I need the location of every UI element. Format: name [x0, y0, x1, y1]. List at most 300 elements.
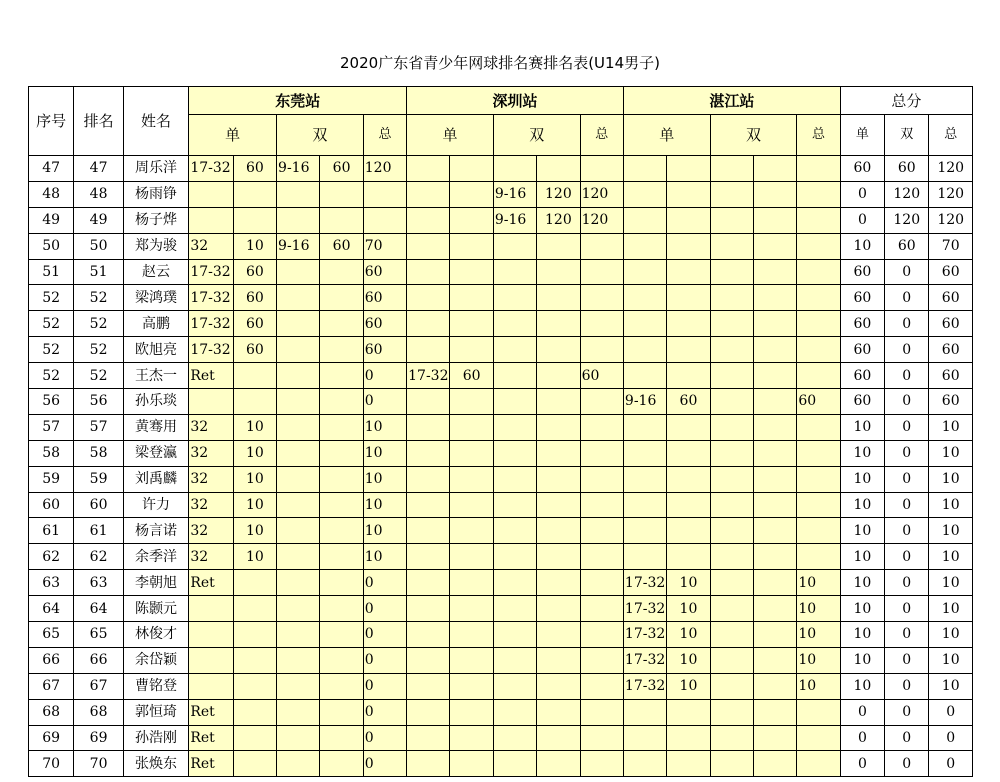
table-row — [29, 673, 973, 699]
cell-rank: 63 — [74, 570, 123, 596]
cell-dongguan-4: 10 — [363, 414, 406, 440]
cell-dongguan-2 — [277, 518, 320, 544]
cell-shenzhen-1 — [450, 596, 493, 622]
cell-seq: 59 — [29, 466, 74, 492]
cell-shenzhen-1 — [450, 414, 493, 440]
table-row — [29, 181, 973, 207]
header-dg-sum: 总 — [363, 115, 406, 156]
cell-zhanjiang-2 — [710, 699, 753, 725]
cell-rank: 66 — [74, 647, 123, 673]
cell-dongguan-1 — [233, 207, 276, 233]
cell-dongguan-1: 10 — [233, 440, 276, 466]
cell-dongguan-3 — [320, 647, 363, 673]
cell-dongguan-1: 10 — [233, 414, 276, 440]
cell-name: 赵云 — [123, 259, 189, 285]
cell-zhanjiang-0 — [623, 337, 666, 363]
cell-shenzhen-0 — [407, 492, 450, 518]
cell-total-2: 10 — [929, 596, 973, 622]
cell-dongguan-4: 60 — [363, 259, 406, 285]
cell-shenzhen-1 — [450, 337, 493, 363]
cell-shenzhen-2 — [493, 466, 536, 492]
cell-rank: 58 — [74, 440, 123, 466]
cell-total-0: 10 — [840, 466, 884, 492]
cell-zhanjiang-1 — [667, 337, 710, 363]
cell-dongguan-0: 32 — [189, 466, 233, 492]
cell-total-0: 10 — [840, 622, 884, 648]
cell-dongguan-0: 17-32 — [189, 311, 233, 337]
cell-seq: 60 — [29, 492, 74, 518]
cell-dongguan-0: 32 — [189, 492, 233, 518]
cell-dongguan-0: 32 — [189, 440, 233, 466]
table-row — [29, 259, 973, 285]
cell-shenzhen-2 — [493, 311, 536, 337]
cell-dongguan-3 — [320, 699, 363, 725]
cell-total-0: 10 — [840, 544, 884, 570]
cell-zhanjiang-3 — [754, 699, 797, 725]
cell-dongguan-1: 10 — [233, 492, 276, 518]
cell-zhanjiang-3 — [754, 156, 797, 182]
header-rank: 排名 — [74, 87, 123, 156]
cell-dongguan-1: 60 — [233, 259, 276, 285]
cell-shenzhen-0 — [407, 725, 450, 751]
cell-dongguan-3 — [320, 389, 363, 415]
table-row — [29, 570, 973, 596]
cell-dongguan-4: 0 — [363, 389, 406, 415]
cell-shenzhen-4 — [580, 647, 623, 673]
cell-total-1: 0 — [885, 466, 929, 492]
cell-zhanjiang-3 — [754, 259, 797, 285]
cell-shenzhen-4: 60 — [580, 363, 623, 389]
cell-name: 杨雨铮 — [123, 181, 189, 207]
cell-zhanjiang-1 — [667, 492, 710, 518]
cell-name: 杨言诺 — [123, 518, 189, 544]
cell-shenzhen-0 — [407, 699, 450, 725]
cell-shenzhen-4 — [580, 414, 623, 440]
table-row — [29, 699, 973, 725]
cell-total-0: 0 — [840, 725, 884, 751]
cell-total-1: 0 — [885, 673, 929, 699]
cell-shenzhen-4 — [580, 673, 623, 699]
cell-zhanjiang-3 — [754, 285, 797, 311]
cell-name: 高鹏 — [123, 311, 189, 337]
cell-total-0: 10 — [840, 570, 884, 596]
cell-shenzhen-1 — [450, 311, 493, 337]
cell-zhanjiang-0 — [623, 518, 666, 544]
header-sz-sum: 总 — [580, 115, 623, 156]
cell-dongguan-2 — [277, 311, 320, 337]
cell-total-0: 10 — [840, 492, 884, 518]
cell-name: 余季洋 — [123, 544, 189, 570]
cell-shenzhen-0 — [407, 622, 450, 648]
cell-shenzhen-1 — [450, 156, 493, 182]
cell-shenzhen-4 — [580, 544, 623, 570]
cell-zhanjiang-4 — [797, 492, 840, 518]
header-total-sum: 总 — [929, 115, 973, 156]
cell-shenzhen-1 — [450, 259, 493, 285]
cell-total-2: 0 — [929, 751, 973, 777]
cell-shenzhen-1 — [450, 570, 493, 596]
cell-dongguan-1 — [233, 647, 276, 673]
cell-dongguan-3 — [320, 363, 363, 389]
cell-zhanjiang-0 — [623, 181, 666, 207]
cell-total-2: 60 — [929, 285, 973, 311]
cell-dongguan-3 — [320, 181, 363, 207]
cell-zhanjiang-1 — [667, 233, 710, 259]
cell-dongguan-0: 32 — [189, 414, 233, 440]
cell-zhanjiang-4 — [797, 544, 840, 570]
cell-zhanjiang-0 — [623, 259, 666, 285]
cell-zhanjiang-1 — [667, 285, 710, 311]
table-row — [29, 596, 973, 622]
cell-rank: 52 — [74, 337, 123, 363]
cell-zhanjiang-0 — [623, 699, 666, 725]
cell-total-0: 60 — [840, 156, 884, 182]
cell-shenzhen-4 — [580, 156, 623, 182]
cell-name: 孙乐琰 — [123, 389, 189, 415]
cell-shenzhen-2 — [493, 389, 536, 415]
header-station-dongguan: 东莞站 — [189, 87, 407, 115]
cell-shenzhen-4 — [580, 466, 623, 492]
cell-dongguan-3 — [320, 544, 363, 570]
cell-dongguan-4: 0 — [363, 570, 406, 596]
cell-zhanjiang-4 — [797, 363, 840, 389]
cell-rank: 70 — [74, 751, 123, 777]
cell-shenzhen-3 — [537, 156, 580, 182]
cell-shenzhen-2 — [493, 622, 536, 648]
cell-shenzhen-2 — [493, 233, 536, 259]
cell-total-2: 120 — [929, 207, 973, 233]
cell-rank: 49 — [74, 207, 123, 233]
cell-shenzhen-3 — [537, 518, 580, 544]
cell-dongguan-1 — [233, 389, 276, 415]
cell-dongguan-3 — [320, 622, 363, 648]
cell-total-0: 60 — [840, 285, 884, 311]
cell-zhanjiang-3 — [754, 570, 797, 596]
cell-zhanjiang-2 — [710, 647, 753, 673]
cell-zhanjiang-3 — [754, 440, 797, 466]
cell-dongguan-2 — [277, 751, 320, 777]
cell-dongguan-1: 60 — [233, 156, 276, 182]
cell-dongguan-2 — [277, 389, 320, 415]
cell-total-1: 0 — [885, 440, 929, 466]
cell-zhanjiang-2 — [710, 725, 753, 751]
cell-rank: 52 — [74, 285, 123, 311]
cell-total-1: 0 — [885, 492, 929, 518]
cell-total-0: 60 — [840, 363, 884, 389]
cell-shenzhen-4 — [580, 751, 623, 777]
cell-dongguan-3 — [320, 751, 363, 777]
cell-rank: 62 — [74, 544, 123, 570]
cell-zhanjiang-2 — [710, 673, 753, 699]
cell-shenzhen-3 — [537, 466, 580, 492]
cell-shenzhen-2 — [493, 570, 536, 596]
cell-shenzhen-1 — [450, 699, 493, 725]
cell-zhanjiang-1: 10 — [667, 570, 710, 596]
cell-shenzhen-4 — [580, 337, 623, 363]
cell-seq: 51 — [29, 259, 74, 285]
cell-zhanjiang-2 — [710, 363, 753, 389]
cell-zhanjiang-2 — [710, 389, 753, 415]
cell-shenzhen-2 — [493, 673, 536, 699]
cell-zhanjiang-1 — [667, 518, 710, 544]
cell-name: 余岱颖 — [123, 647, 189, 673]
cell-dongguan-2 — [277, 440, 320, 466]
cell-zhanjiang-0 — [623, 233, 666, 259]
cell-total-0: 10 — [840, 673, 884, 699]
cell-shenzhen-2 — [493, 518, 536, 544]
cell-zhanjiang-4: 10 — [797, 596, 840, 622]
cell-zhanjiang-2 — [710, 440, 753, 466]
cell-dongguan-2 — [277, 725, 320, 751]
cell-zhanjiang-2 — [710, 285, 753, 311]
cell-shenzhen-3 — [537, 570, 580, 596]
cell-dongguan-4: 0 — [363, 725, 406, 751]
cell-dongguan-1 — [233, 570, 276, 596]
cell-dongguan-1 — [233, 673, 276, 699]
cell-zhanjiang-4 — [797, 518, 840, 544]
cell-seq: 66 — [29, 647, 74, 673]
cell-total-1: 0 — [885, 699, 929, 725]
cell-zhanjiang-0: 17-32 — [623, 673, 666, 699]
cell-dongguan-3: 60 — [320, 233, 363, 259]
cell-zhanjiang-4 — [797, 259, 840, 285]
cell-zhanjiang-4: 10 — [797, 673, 840, 699]
cell-total-1: 0 — [885, 570, 929, 596]
cell-dongguan-3 — [320, 518, 363, 544]
cell-zhanjiang-2 — [710, 156, 753, 182]
cell-zhanjiang-4 — [797, 156, 840, 182]
cell-shenzhen-3 — [537, 544, 580, 570]
cell-dongguan-4: 0 — [363, 596, 406, 622]
cell-shenzhen-2 — [493, 156, 536, 182]
cell-rank: 69 — [74, 725, 123, 751]
cell-zhanjiang-2 — [710, 544, 753, 570]
cell-seq: 52 — [29, 337, 74, 363]
cell-total-2: 10 — [929, 673, 973, 699]
cell-shenzhen-3 — [537, 389, 580, 415]
cell-dongguan-3 — [320, 414, 363, 440]
cell-shenzhen-0 — [407, 596, 450, 622]
cell-zhanjiang-4 — [797, 751, 840, 777]
cell-shenzhen-0 — [407, 259, 450, 285]
cell-total-2: 10 — [929, 492, 973, 518]
cell-shenzhen-3 — [537, 673, 580, 699]
cell-zhanjiang-4: 10 — [797, 570, 840, 596]
cell-shenzhen-1 — [450, 492, 493, 518]
cell-total-2: 60 — [929, 389, 973, 415]
cell-dongguan-3: 60 — [320, 156, 363, 182]
cell-shenzhen-2 — [493, 414, 536, 440]
cell-shenzhen-1 — [450, 207, 493, 233]
cell-shenzhen-3 — [537, 647, 580, 673]
cell-zhanjiang-0 — [623, 492, 666, 518]
header-total: 总分 — [840, 87, 972, 115]
header-zj-double: 双 — [710, 115, 797, 156]
table-row — [29, 518, 973, 544]
cell-dongguan-0 — [189, 673, 233, 699]
cell-dongguan-0: 32 — [189, 518, 233, 544]
cell-rank: 61 — [74, 518, 123, 544]
cell-dongguan-4: 0 — [363, 363, 406, 389]
cell-dongguan-4 — [363, 181, 406, 207]
cell-zhanjiang-1 — [667, 156, 710, 182]
cell-dongguan-2 — [277, 544, 320, 570]
cell-shenzhen-3 — [537, 414, 580, 440]
cell-total-0: 10 — [840, 647, 884, 673]
header-station-shenzhen: 深圳站 — [407, 87, 624, 115]
cell-total-1: 0 — [885, 363, 929, 389]
cell-zhanjiang-1: 10 — [667, 647, 710, 673]
cell-shenzhen-0: 17-32 — [407, 363, 450, 389]
cell-total-1: 0 — [885, 518, 929, 544]
cell-dongguan-4: 0 — [363, 751, 406, 777]
cell-shenzhen-1 — [450, 233, 493, 259]
cell-dongguan-0 — [189, 622, 233, 648]
cell-shenzhen-4 — [580, 725, 623, 751]
cell-total-0: 60 — [840, 259, 884, 285]
cell-seq: 52 — [29, 311, 74, 337]
cell-zhanjiang-2 — [710, 751, 753, 777]
cell-zhanjiang-0 — [623, 311, 666, 337]
cell-shenzhen-4 — [580, 440, 623, 466]
cell-zhanjiang-2 — [710, 466, 753, 492]
cell-name: 梁登瀛 — [123, 440, 189, 466]
cell-dongguan-0: 17-32 — [189, 259, 233, 285]
cell-dongguan-4: 60 — [363, 337, 406, 363]
header-seq: 序号 — [29, 87, 74, 156]
cell-total-1: 0 — [885, 285, 929, 311]
cell-shenzhen-1 — [450, 725, 493, 751]
cell-zhanjiang-4 — [797, 466, 840, 492]
cell-shenzhen-2 — [493, 647, 536, 673]
cell-zhanjiang-4: 10 — [797, 622, 840, 648]
cell-shenzhen-1 — [450, 673, 493, 699]
cell-name: 刘禹麟 — [123, 466, 189, 492]
cell-dongguan-0: 17-32 — [189, 156, 233, 182]
cell-shenzhen-4 — [580, 570, 623, 596]
cell-total-0: 10 — [840, 518, 884, 544]
cell-zhanjiang-3 — [754, 363, 797, 389]
cell-dongguan-4: 0 — [363, 622, 406, 648]
cell-seq: 57 — [29, 414, 74, 440]
table-row — [29, 725, 973, 751]
cell-shenzhen-0 — [407, 751, 450, 777]
cell-total-1: 0 — [885, 647, 929, 673]
cell-shenzhen-3: 120 — [537, 181, 580, 207]
cell-total-2: 10 — [929, 647, 973, 673]
cell-shenzhen-1 — [450, 440, 493, 466]
cell-zhanjiang-2 — [710, 207, 753, 233]
cell-seq: 47 — [29, 156, 74, 182]
cell-dongguan-2: 9-16 — [277, 233, 320, 259]
cell-total-2: 60 — [929, 311, 973, 337]
table-row — [29, 337, 973, 363]
cell-dongguan-2 — [277, 570, 320, 596]
cell-dongguan-0: Ret — [189, 699, 233, 725]
cell-shenzhen-1 — [450, 389, 493, 415]
cell-zhanjiang-0: 17-32 — [623, 596, 666, 622]
cell-total-1: 60 — [885, 233, 929, 259]
cell-total-1: 0 — [885, 622, 929, 648]
cell-shenzhen-4 — [580, 389, 623, 415]
cell-dongguan-4: 10 — [363, 440, 406, 466]
cell-zhanjiang-4: 60 — [797, 389, 840, 415]
cell-total-0: 0 — [840, 181, 884, 207]
cell-total-0: 60 — [840, 337, 884, 363]
cell-name: 周乐洋 — [123, 156, 189, 182]
cell-dongguan-0: Ret — [189, 751, 233, 777]
cell-zhanjiang-3 — [754, 337, 797, 363]
cell-name: 孙浩刚 — [123, 725, 189, 751]
cell-zhanjiang-1 — [667, 466, 710, 492]
cell-dongguan-3 — [320, 673, 363, 699]
cell-shenzhen-0 — [407, 233, 450, 259]
cell-rank: 47 — [74, 156, 123, 182]
cell-name: 王杰一 — [123, 363, 189, 389]
cell-zhanjiang-0: 17-32 — [623, 570, 666, 596]
cell-shenzhen-0 — [407, 207, 450, 233]
cell-zhanjiang-1 — [667, 259, 710, 285]
cell-dongguan-3 — [320, 285, 363, 311]
cell-shenzhen-0 — [407, 311, 450, 337]
cell-total-2: 60 — [929, 337, 973, 363]
cell-zhanjiang-1 — [667, 725, 710, 751]
cell-shenzhen-2 — [493, 337, 536, 363]
cell-zhanjiang-1 — [667, 414, 710, 440]
cell-shenzhen-2 — [493, 440, 536, 466]
cell-total-0: 10 — [840, 414, 884, 440]
cell-dongguan-3 — [320, 311, 363, 337]
cell-shenzhen-0 — [407, 414, 450, 440]
cell-zhanjiang-0: 9-16 — [623, 389, 666, 415]
table-row — [29, 466, 973, 492]
cell-shenzhen-4 — [580, 518, 623, 544]
cell-dongguan-0: 32 — [189, 544, 233, 570]
cell-shenzhen-3 — [537, 725, 580, 751]
cell-total-2: 10 — [929, 544, 973, 570]
cell-name: 李朝旭 — [123, 570, 189, 596]
cell-rank: 56 — [74, 389, 123, 415]
cell-zhanjiang-1 — [667, 751, 710, 777]
cell-zhanjiang-2 — [710, 181, 753, 207]
cell-zhanjiang-1 — [667, 544, 710, 570]
cell-zhanjiang-0: 17-32 — [623, 647, 666, 673]
cell-zhanjiang-4 — [797, 337, 840, 363]
cell-rank: 64 — [74, 596, 123, 622]
cell-shenzhen-0 — [407, 285, 450, 311]
cell-zhanjiang-0 — [623, 751, 666, 777]
cell-shenzhen-1 — [450, 285, 493, 311]
cell-rank: 57 — [74, 414, 123, 440]
cell-seq: 61 — [29, 518, 74, 544]
cell-shenzhen-4 — [580, 259, 623, 285]
cell-zhanjiang-0 — [623, 466, 666, 492]
cell-shenzhen-3 — [537, 751, 580, 777]
cell-name: 张焕东 — [123, 751, 189, 777]
cell-shenzhen-0 — [407, 518, 450, 544]
cell-seq: 68 — [29, 699, 74, 725]
cell-zhanjiang-1 — [667, 699, 710, 725]
cell-dongguan-2 — [277, 673, 320, 699]
header-zj-single: 单 — [623, 115, 710, 156]
cell-dongguan-2 — [277, 414, 320, 440]
cell-shenzhen-1 — [450, 751, 493, 777]
cell-shenzhen-3 — [537, 492, 580, 518]
cell-total-2: 0 — [929, 725, 973, 751]
cell-dongguan-2 — [277, 207, 320, 233]
cell-total-0: 10 — [840, 440, 884, 466]
cell-rank: 52 — [74, 311, 123, 337]
